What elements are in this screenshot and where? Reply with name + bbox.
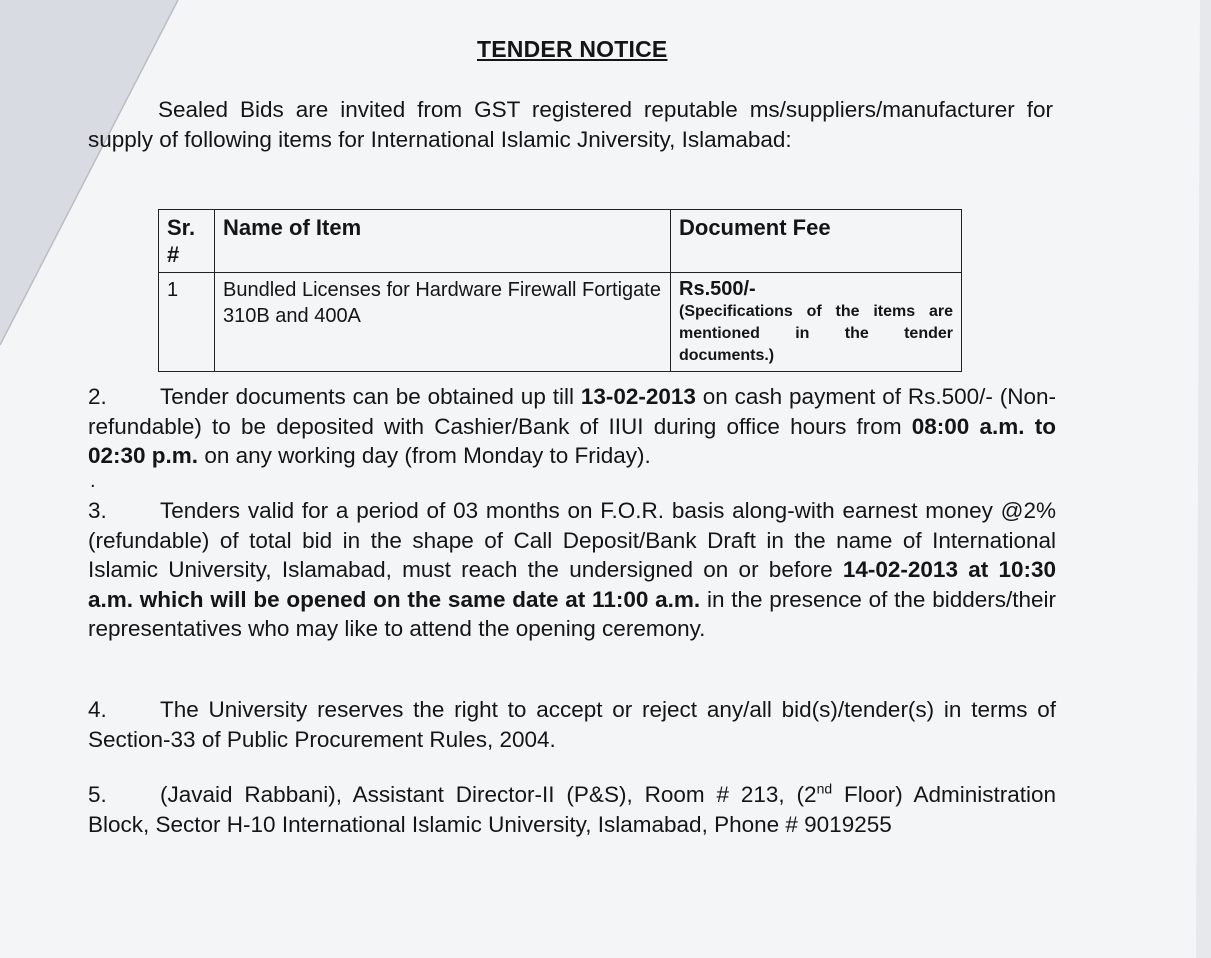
- header-item-name: Name of Item: [215, 210, 671, 273]
- cell-sr: 1: [159, 273, 215, 372]
- p3-submission-deadline: 14-02-2013 at 10:30 a.m. which will be opened on the same date at 11:00 a.m.: [88, 557, 1056, 612]
- p2-deadline-date: 13-02-2013: [580, 384, 696, 409]
- paragraph-2: [88, 382, 1056, 471]
- p3-text-1: Tenders valid for a period of 03 months on F.O.R. basis along-with earnest money @2% (refundable) of total bid in the shape of Call Deposit/Bank Draft in the name of International Islamic University, Islamabad, must reach the undersigned on or before: [88, 498, 1056, 582]
- p2-office-hours: 08:00 a.m. to 02:30 p.m.: [88, 413, 1056, 468]
- table-header-row: [159, 210, 962, 273]
- fee-note: (Specifications of the items are mentioned in the tender documents.): [679, 303, 953, 364]
- p4-text: The University reserves the right to accept or reject any/all bid(s)/tender(s) in terms of Section-33 of Public Procurement Rules, 2004.: [88, 697, 1056, 752]
- p3-text-2: in the presence of the bidders/their representatives who may like to attend the opening ceremony.: [88, 586, 1057, 641]
- items-table: [158, 209, 962, 372]
- p5-text-1: (Javaid Rabbani), Assistant Director-II (P&S), Room # 213, (2: [160, 782, 817, 807]
- notice-title: TENDER NOTICE: [477, 36, 668, 62]
- p2-text-3: on any working day (from Monday to Friday).: [198, 443, 651, 468]
- paragraph-number: 5.: [88, 782, 107, 807]
- header-sr: Sr. #: [159, 210, 215, 273]
- p5-text-2: Floor) Administration Block, Sector H-10 International Islamic University, Islamabad, Phone # 9019255: [88, 782, 1056, 837]
- paragraph-number: 2.: [88, 384, 107, 409]
- header-document-fee: Document Fee: [671, 210, 962, 273]
- table-row: [159, 273, 962, 372]
- paragraph-number: 3.: [88, 498, 107, 523]
- intro-paragraph: Sealed Bids are invited from GST registered reputable ms/suppliers/manufacturer for supply of following items for International Islamic Jniversity, Islamabad:: [88, 97, 1053, 152]
- p2-text-2: on cash payment of Rs.500/- (Non-refundable) to be deposited with Cashier/Bank of IIUI during office hours from: [88, 384, 1056, 439]
- fee-amount: Rs.500/-: [679, 278, 756, 300]
- cell-item-name: Bundled Licenses for Hardware Firewall Fortigate 310B and 400A: [215, 273, 671, 372]
- p5-superscript: nd: [816, 780, 833, 797]
- cell-document-fee: [671, 273, 962, 372]
- paragraph-5: [88, 780, 1056, 839]
- stray-dot: .: [90, 470, 96, 492]
- paragraph-3: [88, 496, 1056, 644]
- paragraph-number: 4.: [88, 697, 107, 722]
- paragraph-4: [88, 695, 1056, 754]
- p2-text-1: Tender documents can be obtained up till: [160, 384, 581, 409]
